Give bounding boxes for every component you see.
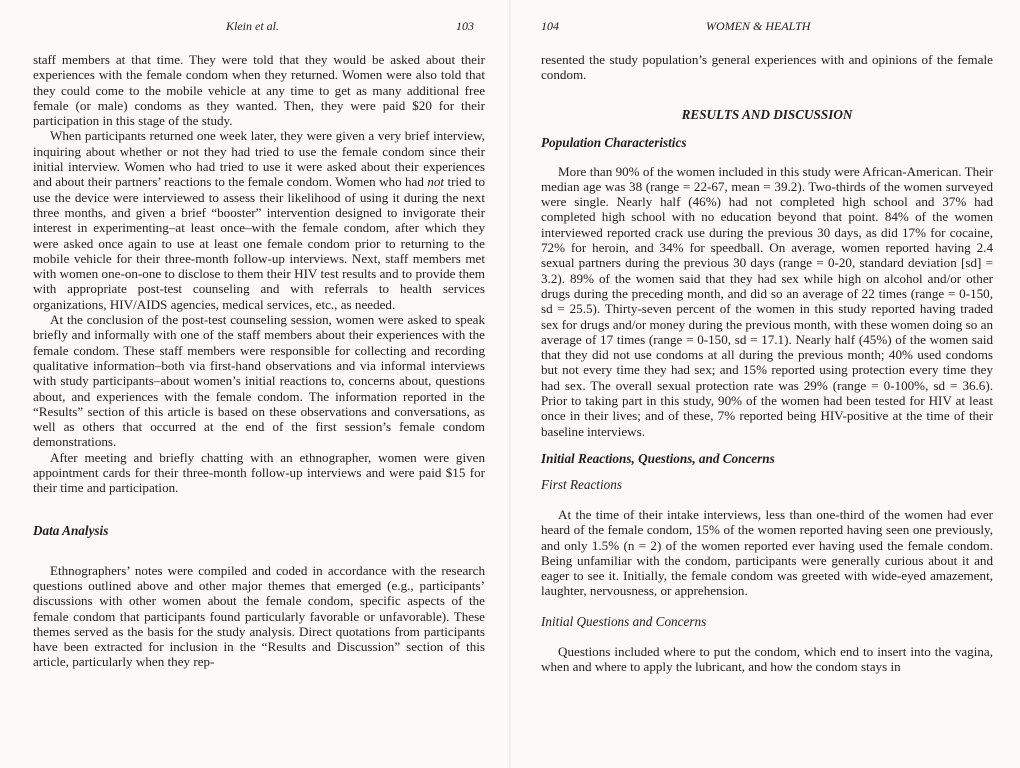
page-number-right: 104: [541, 19, 559, 33]
paragraph: staff members at that time. They were told that they would be asked about their experiences with the female condom when they returned. Women were also told that they could come to the mobile vehicle at any time to get as many additional free female (or male) condoms as they wanted. Then, they were paid $20 for their participation in this stage of the study.: [33, 52, 485, 129]
right-page: [510, 0, 1020, 768]
subsection-heading-population: Population Characteristics: [541, 134, 687, 150]
page-number-left: 103: [456, 19, 474, 33]
section-heading-results: RESULTS AND DISCUSSION: [681, 106, 853, 122]
section-heading-data-analysis: Data Analysis: [33, 522, 109, 538]
paragraph: At the time of their intake interviews, less than one-third of the women had ever heard of the female condom, 15% of the women reported having seen one previously, and only 1.5% (n = 2) of the women reported ever having used the female condom. Being unfamiliar with the condom, participants were generally curious about it and eager to see it. Initially, the female condom was greeted with wide-eyed amazement, laughter, nervousness, or apprehension.: [541, 506, 993, 599]
paragraph: When participants returned one week later, they were given a very brief interview, inquiring about whether or not they had tried to use the female condom since their initial interview. Women who had tried to use it were asked about their experiences and about their partners’ reactions to the female condom. Women who had not tried to use the device were interviewed to assess their likelihood of using it during the next three months, and given a brief “booster” intervention designed to invigorate their interest in experimenting–at least once–with the female condom, after which they were asked once again to use at least one female condom prior to returning to the mobile vehicle for their three-month follow-up interviews. Next, staff members met with women one-on-one to disclose to them their HIV test results and to provide them with appropriate post-test counseling and with referrals to health services organizations, HIV/AIDS agencies, medical services, etc., as needed.: [33, 128, 486, 312]
right-body: [541, 52, 993, 674]
running-head-left: Klein et al.: [226, 19, 279, 33]
paragraph: At the conclusion of the post-test counseling session, women were asked to speak briefly and informally with one of the staff members about their experiences with the female condom. These staff members were responsible for collecting and recording qualitative information–both via first-hand observations and via informal interviews with study participants–about women’s initial reactions to, concerns about, questions about, and experiences with the female condom. The information reported in the “Results” section of this article is based on these observations and conversations, as well as others that occurred at the end of the first session’s female condom demonstrations.: [33, 312, 485, 450]
subheading-first-reactions: First Reactions: [541, 476, 622, 492]
left-body: [33, 52, 485, 670]
paragraph: After meeting and briefly chatting with an ethnographer, women were given appointment cards for their three-month follow-up interviews and were paid $15 for their time and participation.: [33, 449, 485, 496]
subsection-heading-initial: Initial Reactions, Questions, and Concerns: [541, 450, 775, 466]
paragraph: More than 90% of the women included in this study were African-American. Their median age was 38 (range = 22-67, mean = 39.2). Two-thirds of the women surveyed were single. Nearly half (46%) had not completed high school and 37% had completed high school with no education beyond that point. 84% of the women interviewed reported crack use during the previous 30 days, as did 17% for cocaine, 72% for heroin, and 34% for speedball. On average, women reported having 2.4 sexual partners during the previous 30 days (range = 0-20, standard deviation [sd] = 3.2). 89% of the women said that they had sex while high on alcohol and/or other drugs during the preceding month, and did so an average of 22 times (range = 0-150, sd = 25.5). Thirty-seven percent of the women in this study reported having traded sex for drugs and/or money during the previous month, with these women doing so an average of 17 times (range = 0-150, sd = 17.1). Nearly half (45%) of the women said that they did not use condoms at all during the previous month; 40% used condoms but not every time they had sex; and 15% reported using protection every time they had sex. The overall sexual protection rate was 29% (range = 0-100%, sd = 36.6). Prior to taking part in this study, 90% of the women had been tested for HIV at least once in their lives; and of these, 7% reported being HIV-positive at the time of their baseline interviews.: [541, 163, 993, 439]
subheading-initial-questions: Initial Questions and Concerns: [541, 613, 707, 629]
paragraph: resented the study population’s general experiences with and opinions of the female condom.: [541, 52, 993, 83]
paragraph: Questions included where to put the condom, which end to insert into the vagina, when and where to apply the lubricant, and how the condom stays in: [541, 643, 993, 675]
paragraph: Ethnographers’ notes were compiled and coded in accordance with the research questions outlined above and other major themes that emerged (e.g., participants’ discussions with other women about the female condom, specific aspects of the female condom that participants found particularly favorable or unfavorable). These themes served as the basis for the study analysis. Direct quotations from participants have been extracted for inclusion in the “Results and Discussion” section of this article, particularly when they rep-: [33, 562, 485, 670]
running-head-right: WOMEN & HEALTH: [706, 19, 811, 33]
